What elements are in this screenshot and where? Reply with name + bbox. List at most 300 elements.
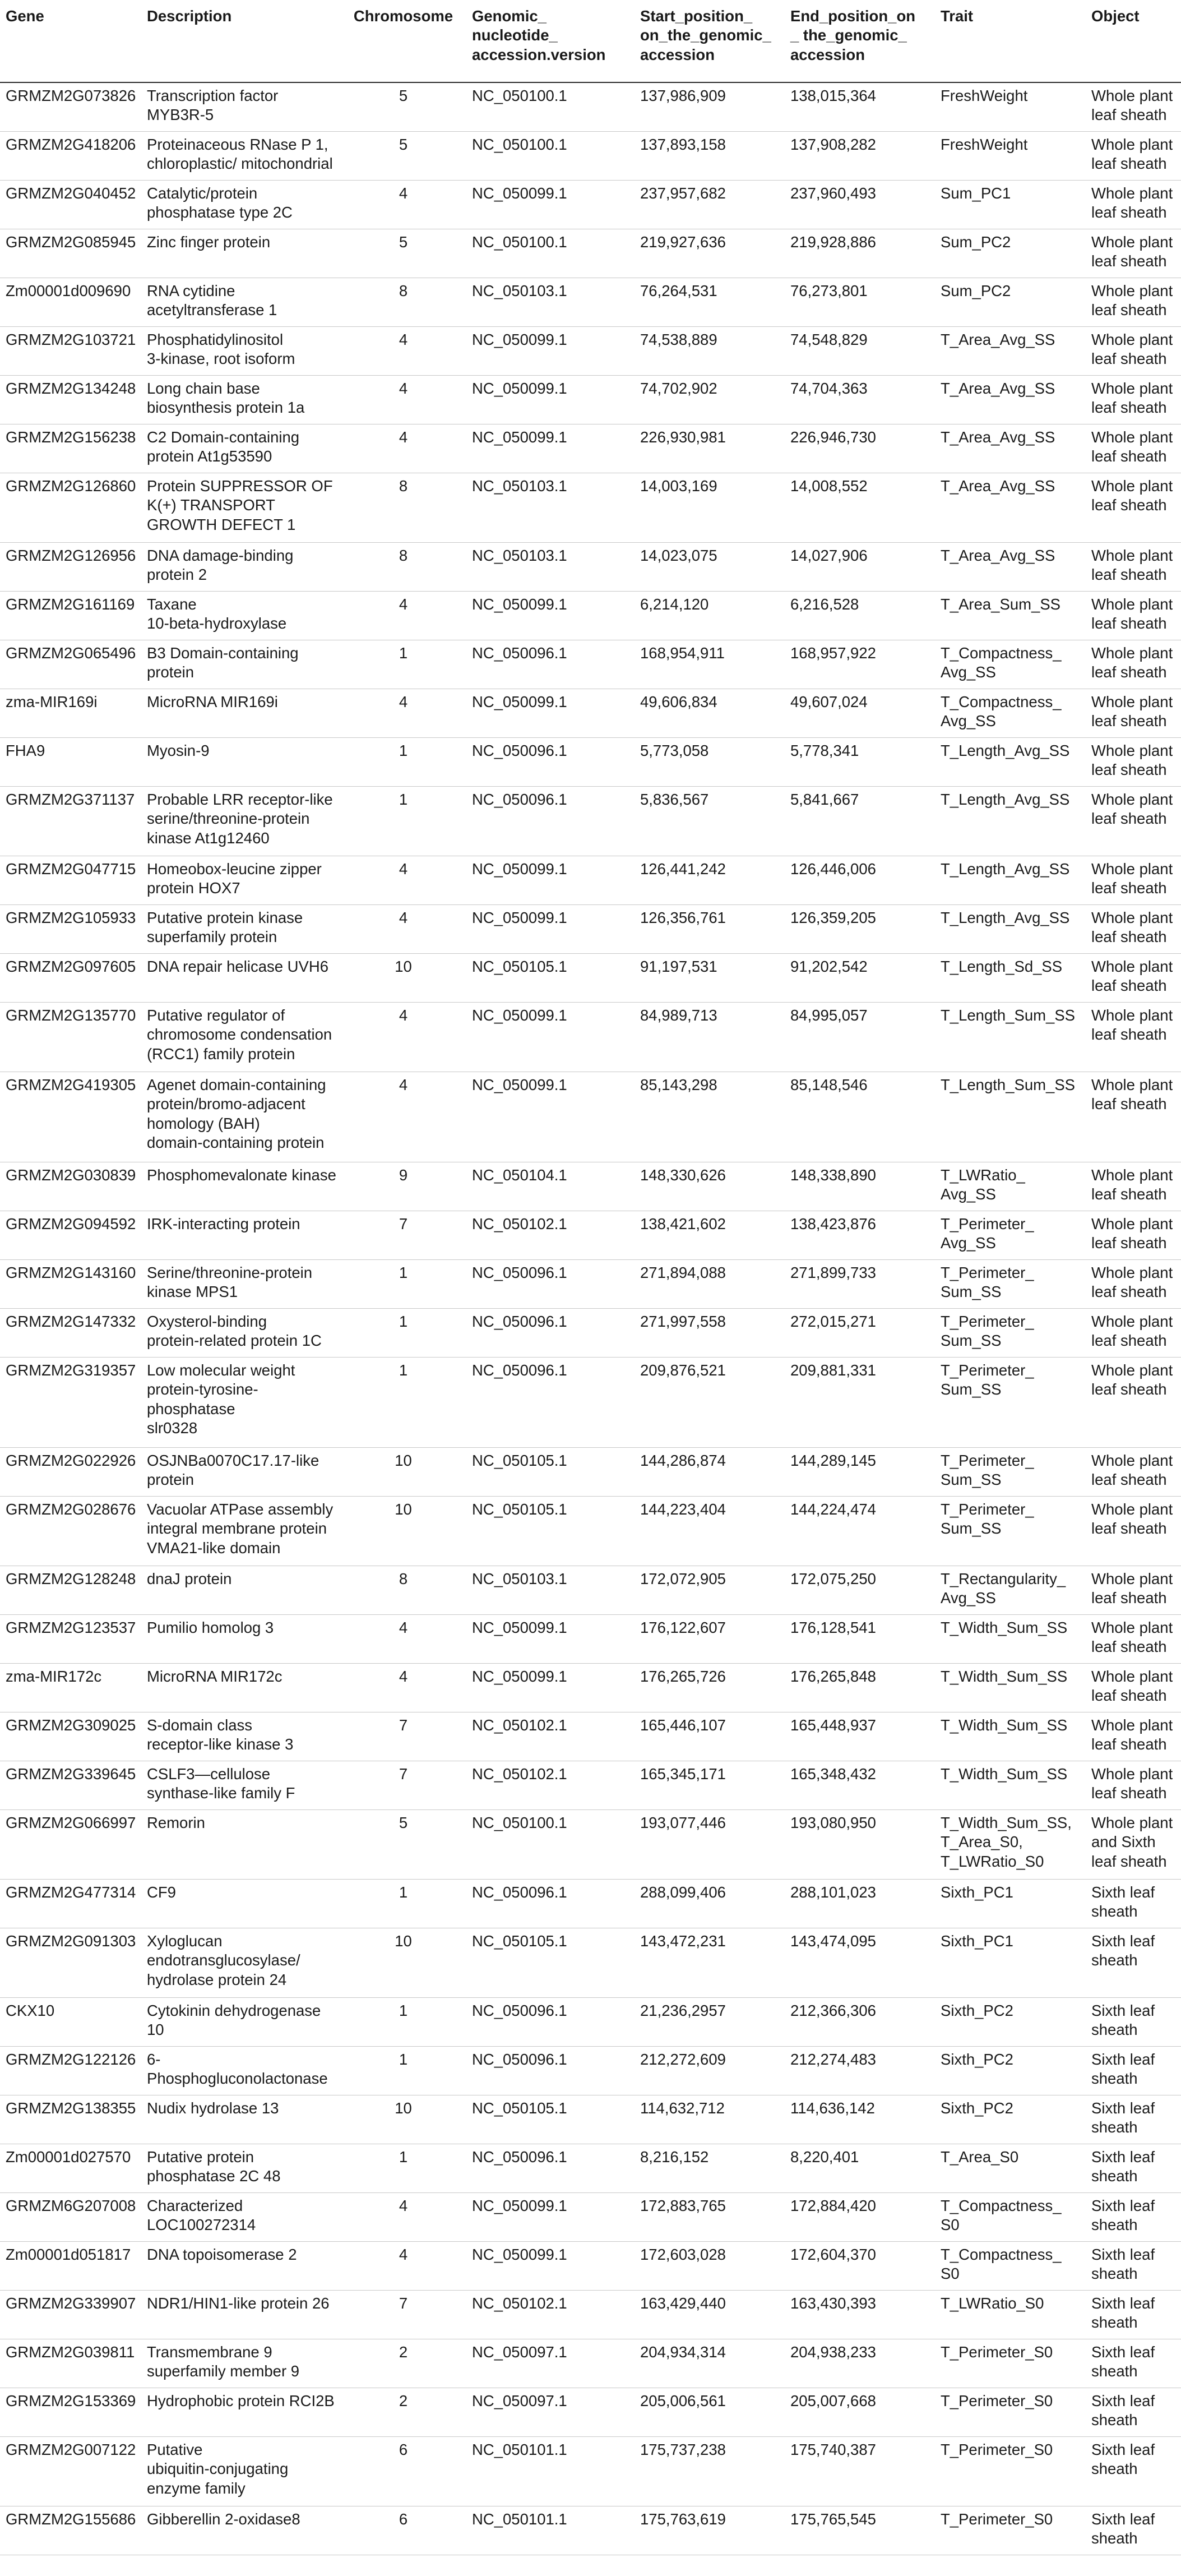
- end-position-cell: 165,448,937: [790, 1716, 876, 1734]
- trait-cell: T_Area_S0: [941, 2148, 1019, 2166]
- trait-cell: T_Area_Avg_SS: [941, 380, 1055, 397]
- start-position-cell: 172,883,765: [640, 2197, 726, 2214]
- trait-cell: T_Perimeter_S0: [941, 2441, 1053, 2458]
- accession-cell: NC_050096.1: [472, 2051, 567, 2068]
- start-position-cell: 5,773,058: [640, 742, 709, 759]
- chromosome-cell: 8: [399, 547, 408, 564]
- chromosome-cell: 4: [399, 909, 408, 926]
- start-position-cell: 8,216,152: [640, 2148, 709, 2166]
- end-position-cell: 144,289,145: [790, 1452, 876, 1469]
- gene-cell: GRMZM2G309025: [6, 1716, 136, 1734]
- accession-cell: NC_050099.1: [472, 860, 567, 878]
- description-cell: dnaJ protein: [147, 1570, 232, 1587]
- start-position-cell: 288,099,406: [640, 1883, 726, 1901]
- header-start-position: Start_position_ on_the_genomic_ accession: [635, 0, 785, 82]
- trait-cell: T_Width_Sum_SS: [941, 1668, 1068, 1685]
- chromosome-cell: 6: [399, 2441, 408, 2458]
- table-row: [0, 1072, 1181, 1162]
- gene-cell: GRMZM2G094592: [6, 1215, 136, 1232]
- start-position-cell: 165,446,107: [640, 1716, 726, 1734]
- gene-cell: GRMZM2G147332: [6, 1313, 136, 1330]
- accession-cell: NC_050099.1: [472, 595, 567, 613]
- gene-cell: GRMZM2G039811: [6, 2343, 135, 2361]
- header-object: Object: [1086, 0, 1181, 82]
- start-position-cell: 163,429,440: [640, 2295, 726, 2312]
- description-cell: Transmembrane 9 superfamily member 9: [147, 2343, 300, 2380]
- end-position-cell: 91,202,542: [790, 958, 868, 975]
- end-position-cell: 209,881,331: [790, 1361, 876, 1379]
- start-position-cell: 126,356,761: [640, 909, 726, 926]
- chromosome-cell: 4: [399, 1668, 408, 1685]
- end-position-cell: 74,548,829: [790, 331, 868, 348]
- chromosome-cell: 4: [399, 693, 408, 710]
- accession-cell: NC_050099.1: [472, 2246, 567, 2263]
- table-row: [0, 787, 1181, 856]
- accession-cell: NC_050100.1: [472, 87, 567, 104]
- accession-cell: NC_050105.1: [472, 1932, 567, 1950]
- header-chromosome: Chromosome: [351, 0, 466, 82]
- end-position-cell: 84,995,057: [790, 1007, 868, 1024]
- end-position-cell: 204,938,233: [790, 2343, 876, 2361]
- chromosome-cell: 4: [399, 184, 408, 202]
- description-cell: B3 Domain-containing protein: [147, 644, 299, 681]
- chromosome-cell: 5: [399, 136, 408, 153]
- trait-cell: Sixth_PC1: [941, 1932, 1013, 1950]
- trait-cell: Sum_PC2: [941, 282, 1011, 299]
- accession-cell: NC_050105.1: [472, 958, 567, 975]
- gene-cell: GRMZM2G126956: [6, 547, 136, 564]
- chromosome-cell: 4: [399, 2197, 408, 2214]
- chromosome-cell: 4: [399, 2246, 408, 2263]
- chromosome-cell: 7: [399, 1215, 408, 1232]
- end-position-cell: 14,008,552: [790, 477, 868, 495]
- end-position-cell: 74,704,363: [790, 380, 868, 397]
- description-cell: Homeobox-leucine zipper protein HOX7: [147, 860, 322, 897]
- gene-cell: GRMZM2G155686: [6, 2510, 136, 2528]
- chromosome-cell: 1: [399, 2002, 408, 2019]
- gene-cell: GRMZM2G126860: [6, 477, 136, 495]
- table-row: [0, 905, 1181, 954]
- gene-cell: GRMZM2G319357: [6, 1361, 136, 1379]
- start-position-cell: 226,930,981: [640, 428, 726, 446]
- chromosome-cell: 10: [395, 1932, 412, 1950]
- gene-cell: GRMZM2G122126: [6, 2051, 136, 2068]
- trait-cell: T_LWRatio_S0: [941, 2295, 1044, 2312]
- table-row: [0, 2339, 1181, 2388]
- description-cell: Putative ubiquitin-conjugating enzyme family: [147, 2441, 289, 2497]
- description-cell: DNA topoisomerase 2: [147, 2246, 297, 2263]
- start-position-cell: 74,538,889: [640, 331, 717, 348]
- chromosome-cell: 1: [399, 1264, 408, 1281]
- trait-cell: T_Area_Avg_SS: [941, 428, 1055, 446]
- trait-cell: T_Perimeter_S0: [941, 2510, 1053, 2528]
- description-cell: Cytokinin dehydrogenase 10: [147, 2002, 321, 2039]
- object-cell: Whole plant leaf sheath: [1091, 595, 1173, 633]
- chromosome-cell: 4: [399, 428, 408, 446]
- start-position-cell: 138,421,602: [640, 1215, 726, 1232]
- table-row: [0, 1810, 1181, 1880]
- table-row: [0, 132, 1181, 181]
- trait-cell: Sixth_PC2: [941, 2051, 1013, 2068]
- end-position-cell: 114,636,142: [790, 2099, 875, 2117]
- trait-cell: T_Width_Sum_SS: [941, 1619, 1068, 1636]
- end-position-cell: 212,366,306: [790, 2002, 876, 2019]
- end-position-cell: 168,957,922: [790, 644, 876, 662]
- trait-cell: T_Perimeter_ Sum_SS: [941, 1361, 1034, 1398]
- object-cell: Whole plant leaf sheath: [1091, 1166, 1173, 1203]
- gene-cell: GRMZM2G128248: [6, 1570, 136, 1587]
- accession-cell: NC_050097.1: [472, 2343, 567, 2361]
- end-position-cell: 143,474,095: [790, 1932, 876, 1950]
- gene-cell: GRMZM2G123537: [6, 1619, 136, 1636]
- gene-cell: GRMZM2G153369: [6, 2392, 136, 2409]
- start-position-cell: 144,223,404: [640, 1501, 726, 1518]
- end-position-cell: 205,007,668: [790, 2392, 876, 2409]
- accession-cell: NC_050096.1: [472, 742, 567, 759]
- chromosome-cell: 8: [399, 1570, 408, 1587]
- trait-cell: T_LWRatio_ Avg_SS: [941, 1166, 1025, 1203]
- description-cell: IRK-interacting protein: [147, 1215, 300, 1232]
- accession-cell: NC_050096.1: [472, 644, 567, 662]
- description-cell: MicroRNA MIR172c: [147, 1668, 282, 1685]
- start-position-cell: 176,122,607: [640, 1619, 726, 1636]
- chromosome-cell: 1: [399, 742, 408, 759]
- chromosome-cell: 2: [399, 2392, 408, 2409]
- chromosome-cell: 8: [399, 477, 408, 495]
- object-cell: Sixth leaf sheath: [1091, 2343, 1155, 2380]
- object-cell: Whole plant leaf sheath: [1091, 1361, 1173, 1398]
- gene-cell: Zm00001d027570: [6, 2148, 131, 2166]
- start-position-cell: 205,006,561: [640, 2392, 726, 2409]
- chromosome-cell: 8: [399, 282, 408, 299]
- chromosome-cell: 4: [399, 595, 408, 613]
- trait-cell: T_Area_Sum_SS: [941, 595, 1060, 613]
- start-position-cell: 14,003,169: [640, 477, 717, 495]
- start-position-cell: 6,214,120: [640, 595, 709, 613]
- end-position-cell: 85,148,546: [790, 1076, 868, 1093]
- chromosome-cell: 4: [399, 331, 408, 348]
- accession-cell: NC_050096.1: [472, 2002, 567, 2019]
- gene-cell: GRMZM2G105933: [6, 909, 136, 926]
- table-row: [0, 2144, 1181, 2193]
- end-position-cell: 76,273,801: [790, 282, 868, 299]
- table-row: [0, 1448, 1181, 1497]
- object-cell: Whole plant leaf sheath: [1091, 791, 1173, 828]
- description-cell: Gibberellin 2-oxidase8: [147, 2510, 300, 2528]
- chromosome-cell: 1: [399, 791, 408, 808]
- header-accession: Genomic_ nucleotide_ accession.version: [466, 0, 635, 82]
- description-cell: 6- Phosphogluconolactonase: [147, 2051, 328, 2088]
- chromosome-cell: 10: [395, 1452, 412, 1469]
- gene-cell: GRMZM2G040452: [6, 184, 136, 202]
- object-cell: Sixth leaf sheath: [1091, 2099, 1155, 2136]
- accession-cell: NC_050097.1: [472, 2392, 567, 2409]
- description-cell: DNA repair helicase UVH6: [147, 958, 329, 975]
- object-cell: Whole plant leaf sheath: [1091, 1619, 1173, 1656]
- chromosome-cell: 1: [399, 1313, 408, 1330]
- start-position-cell: 21,236,2957: [640, 2002, 726, 2019]
- accession-cell: NC_050099.1: [472, 909, 567, 926]
- object-cell: Whole plant leaf sheath: [1091, 136, 1173, 173]
- accession-cell: NC_050101.1: [472, 2441, 567, 2458]
- table-row: [0, 1998, 1181, 2047]
- start-position-cell: 175,737,238: [640, 2441, 726, 2458]
- header-end-position: End_position_on _ the_genomic_ accession: [785, 0, 935, 82]
- end-position-cell: 172,884,420: [790, 2197, 876, 2214]
- gene-cell: GRMZM2G103721: [6, 331, 136, 348]
- object-cell: Sixth leaf sheath: [1091, 2148, 1155, 2185]
- end-position-cell: 144,224,474: [790, 1501, 876, 1518]
- end-position-cell: 175,740,387: [790, 2441, 876, 2458]
- trait-cell: T_Width_Sum_SS, T_Area_S0, T_LWRatio_S0: [941, 1814, 1072, 1870]
- table-row: [0, 640, 1181, 689]
- accession-cell: NC_050099.1: [472, 693, 567, 710]
- chromosome-cell: 10: [395, 958, 412, 975]
- table-row: [0, 1309, 1181, 1358]
- trait-cell: T_Compactness_ S0: [941, 2197, 1062, 2234]
- end-position-cell: 175,765,545: [790, 2510, 876, 2528]
- accession-cell: NC_050096.1: [472, 1264, 567, 1281]
- start-position-cell: 204,934,314: [640, 2343, 726, 2361]
- trait-cell: Sixth_PC1: [941, 1883, 1013, 1901]
- end-position-cell: 219,928,886: [790, 233, 876, 251]
- gene-cell: GRMZM2G138355: [6, 2099, 136, 2117]
- chromosome-cell: 1: [399, 644, 408, 662]
- end-position-cell: 193,080,950: [790, 1814, 876, 1831]
- accession-cell: NC_050099.1: [472, 184, 567, 202]
- description-cell: Long chain base biosynthesis protein 1a: [147, 380, 305, 417]
- end-position-cell: 14,027,906: [790, 547, 868, 564]
- trait-cell: T_Perimeter_ Sum_SS: [941, 1452, 1034, 1489]
- object-cell: Sixth leaf sheath: [1091, 2510, 1155, 2547]
- object-cell: Whole plant leaf sheath: [1091, 1264, 1173, 1301]
- table-row: [0, 856, 1181, 905]
- trait-cell: T_Perimeter_S0: [941, 2392, 1053, 2409]
- accession-cell: NC_050103.1: [472, 547, 567, 564]
- chromosome-cell: 7: [399, 2295, 408, 2312]
- header-row: [0, 0, 1181, 82]
- description-cell: Low molecular weight protein-tyrosine- phosphatase slr0328: [147, 1361, 295, 1437]
- description-cell: Putative protein phosphatase 2C 48: [147, 2148, 281, 2185]
- description-cell: S-domain class receptor-like kinase 3: [147, 1716, 294, 1753]
- table-row: [0, 1566, 1181, 1615]
- table-row: [0, 2437, 1181, 2506]
- description-cell: Zinc finger protein: [147, 233, 271, 251]
- description-cell: Transcription factor MYB3R-5: [147, 87, 279, 124]
- gene-cell: Zm00001d009690: [6, 282, 131, 299]
- object-cell: Whole plant leaf sheath: [1091, 1313, 1173, 1350]
- gene-cell: GRMZM2G085945: [6, 233, 136, 251]
- chromosome-cell: 1: [399, 2148, 408, 2166]
- chromosome-cell: 6: [399, 2510, 408, 2528]
- object-cell: Whole plant leaf sheath: [1091, 1007, 1173, 1044]
- end-position-cell: 176,128,541: [790, 1619, 876, 1636]
- chromosome-cell: 1: [399, 2051, 408, 2068]
- start-position-cell: 84,989,713: [640, 1007, 717, 1024]
- end-position-cell: 288,101,023: [790, 1883, 876, 1901]
- table-row: [0, 592, 1181, 640]
- start-position-cell: 219,927,636: [640, 233, 726, 251]
- header-gene: Gene: [0, 0, 141, 82]
- end-position-cell: 5,778,341: [790, 742, 859, 759]
- table-row: [0, 376, 1181, 424]
- gene-cell: GRMZM2G091303: [6, 1932, 136, 1950]
- description-cell: Serine/threonine-protein kinase MPS1: [147, 1264, 313, 1301]
- description-cell: Remorin: [147, 1814, 205, 1831]
- description-cell: C2 Domain-containing protein At1g53590: [147, 428, 300, 465]
- table-row: [0, 1162, 1181, 1211]
- object-cell: Whole plant leaf sheath: [1091, 184, 1173, 221]
- table-row: [0, 1615, 1181, 1664]
- description-cell: Pumilio homolog 3: [147, 1619, 274, 1636]
- description-cell: DNA damage-binding protein 2: [147, 547, 294, 584]
- trait-cell: FreshWeight: [941, 87, 1028, 104]
- gene-cell: GRMZM2G135770: [6, 1007, 136, 1024]
- accession-cell: NC_050096.1: [472, 1313, 567, 1330]
- end-position-cell: 172,604,370: [790, 2246, 876, 2263]
- start-position-cell: 212,272,609: [640, 2051, 726, 2068]
- chromosome-cell: 7: [399, 1716, 408, 1734]
- trait-cell: T_Compactness_ S0: [941, 2246, 1062, 2283]
- description-cell: Xyloglucan endotransglucosylase/ hydrolase protein 24: [147, 1932, 300, 1988]
- table-row: [0, 181, 1181, 229]
- object-cell: Whole plant leaf sheath: [1091, 909, 1173, 946]
- accession-cell: NC_050103.1: [472, 282, 567, 299]
- object-cell: Sixth leaf sheath: [1091, 1883, 1155, 1921]
- object-cell: Sixth leaf sheath: [1091, 2441, 1155, 2478]
- accession-cell: NC_050101.1: [472, 2510, 567, 2528]
- start-position-cell: 85,143,298: [640, 1076, 717, 1093]
- start-position-cell: 172,603,028: [640, 2246, 726, 2263]
- table-row: [0, 2242, 1181, 2291]
- table-row: [0, 2095, 1181, 2144]
- chromosome-cell: 5: [399, 233, 408, 251]
- header-trait: Trait: [935, 0, 1086, 82]
- description-cell: Taxane 10-beta-hydroxylase: [147, 595, 287, 633]
- start-position-cell: 168,954,911: [640, 644, 725, 662]
- object-cell: Whole plant leaf sheath: [1091, 1076, 1173, 1113]
- start-position-cell: 237,957,682: [640, 184, 726, 202]
- table-row: [0, 1260, 1181, 1309]
- gene-cell: GRMZM2G143160: [6, 1264, 136, 1281]
- object-cell: Whole plant leaf sheath: [1091, 233, 1173, 270]
- object-cell: Whole plant leaf sheath: [1091, 1765, 1173, 1802]
- trait-cell: T_Area_Avg_SS: [941, 547, 1055, 564]
- table-row: [0, 1497, 1181, 1566]
- gene-cell: GRMZM2G339907: [6, 2295, 136, 2312]
- object-cell: Whole plant leaf sheath: [1091, 1501, 1173, 1538]
- chromosome-cell: 1: [399, 1361, 408, 1379]
- accession-cell: NC_050099.1: [472, 1619, 567, 1636]
- trait-cell: T_Length_Sd_SS: [941, 958, 1063, 975]
- start-position-cell: 126,441,242: [640, 860, 726, 878]
- accession-cell: NC_050096.1: [472, 1883, 567, 1901]
- gene-cell: GRMZM6G207008: [6, 2197, 136, 2214]
- table-row: [0, 82, 1181, 132]
- description-cell: Putative regulator of chromosome condensation (RCC1) family protein: [147, 1007, 332, 1063]
- end-position-cell: 126,446,006: [790, 860, 876, 878]
- accession-cell: NC_050099.1: [472, 428, 567, 446]
- gene-cell: CKX10: [6, 2002, 55, 2019]
- chromosome-cell: 10: [395, 2099, 412, 2117]
- start-position-cell: 175,763,619: [640, 2510, 726, 2528]
- gene-cell: GRMZM2G073826: [6, 87, 136, 104]
- gene-cell: GRMZM2G339645: [6, 1765, 136, 1783]
- end-position-cell: 138,423,876: [790, 1215, 876, 1232]
- accession-cell: NC_050105.1: [472, 2099, 567, 2117]
- gene-cell: GRMZM2G066997: [6, 1814, 136, 1831]
- end-position-cell: 176,265,848: [790, 1668, 876, 1685]
- start-position-cell: 172,072,905: [640, 1570, 726, 1587]
- gene-cell: GRMZM2G065496: [6, 644, 136, 662]
- chromosome-cell: 5: [399, 87, 408, 104]
- start-position-cell: 271,997,558: [640, 1313, 726, 1330]
- table-row: [0, 1211, 1181, 1260]
- accession-cell: NC_050099.1: [472, 1007, 567, 1024]
- end-position-cell: 8,220,401: [790, 2148, 859, 2166]
- trait-cell: T_Length_Avg_SS: [941, 791, 1070, 808]
- start-position-cell: 137,986,909: [640, 87, 726, 104]
- table-row: [0, 473, 1181, 543]
- gene-cell: GRMZM2G371137: [6, 791, 135, 808]
- trait-cell: T_Compactness_ Avg_SS: [941, 644, 1062, 681]
- table-row: [0, 1880, 1181, 1928]
- object-cell: Sixth leaf sheath: [1091, 2295, 1155, 2332]
- table-row: [0, 2193, 1181, 2242]
- trait-cell: T_Rectangularity_ Avg_SS: [941, 1570, 1066, 1607]
- object-cell: Sixth leaf sheath: [1091, 2002, 1155, 2039]
- trait-cell: T_Length_Sum_SS: [941, 1007, 1076, 1024]
- description-cell: Putative protein kinase superfamily protein: [147, 909, 303, 946]
- accession-cell: NC_050096.1: [472, 791, 567, 808]
- description-cell: Nudix hydrolase 13: [147, 2099, 279, 2117]
- end-position-cell: 172,075,250: [790, 1570, 876, 1587]
- object-cell: Sixth leaf sheath: [1091, 2051, 1155, 2088]
- description-cell: Agenet domain-containing protein/bromo-adjacent homology (BAH) domain-containing protein: [147, 1076, 326, 1152]
- trait-cell: T_Length_Sum_SS: [941, 1076, 1076, 1093]
- table-row: [0, 278, 1181, 327]
- chromosome-cell: 9: [399, 1166, 408, 1184]
- object-cell: Whole plant leaf sheath: [1091, 1452, 1173, 1489]
- object-cell: Whole plant and Sixth leaf sheath: [1091, 1814, 1173, 1870]
- start-position-cell: 91,197,531: [640, 958, 717, 975]
- object-cell: Whole plant leaf sheath: [1091, 87, 1173, 124]
- object-cell: Whole plant leaf sheath: [1091, 1716, 1173, 1753]
- gene-cell: GRMZM2G134248: [6, 380, 136, 397]
- description-cell: Phosphatidylinositol 3-kinase, root isoform: [147, 331, 295, 368]
- table-row: [0, 1664, 1181, 1712]
- trait-cell: T_Perimeter_ Sum_SS: [941, 1501, 1034, 1538]
- trait-cell: FreshWeight: [941, 136, 1028, 153]
- trait-cell: T_Width_Sum_SS: [941, 1716, 1068, 1734]
- table-row: [0, 1761, 1181, 1810]
- object-cell: Whole plant leaf sheath: [1091, 477, 1173, 514]
- accession-cell: NC_050100.1: [472, 233, 567, 251]
- start-position-cell: 143,472,231: [640, 1932, 726, 1950]
- accession-cell: NC_050100.1: [472, 1814, 567, 1831]
- object-cell: Whole plant leaf sheath: [1091, 380, 1173, 417]
- start-position-cell: 137,893,158: [640, 136, 726, 153]
- end-position-cell: 5,841,667: [790, 791, 859, 808]
- description-cell: CSLF3—cellulose synthase-like family F: [147, 1765, 295, 1802]
- start-position-cell: 14,023,075: [640, 547, 717, 564]
- object-cell: Whole plant leaf sheath: [1091, 282, 1173, 319]
- object-cell: Whole plant leaf sheath: [1091, 693, 1173, 730]
- end-position-cell: 138,015,364: [790, 87, 876, 104]
- description-cell: Myosin-9: [147, 742, 210, 759]
- start-position-cell: 76,264,531: [640, 282, 717, 299]
- table-row: [0, 327, 1181, 376]
